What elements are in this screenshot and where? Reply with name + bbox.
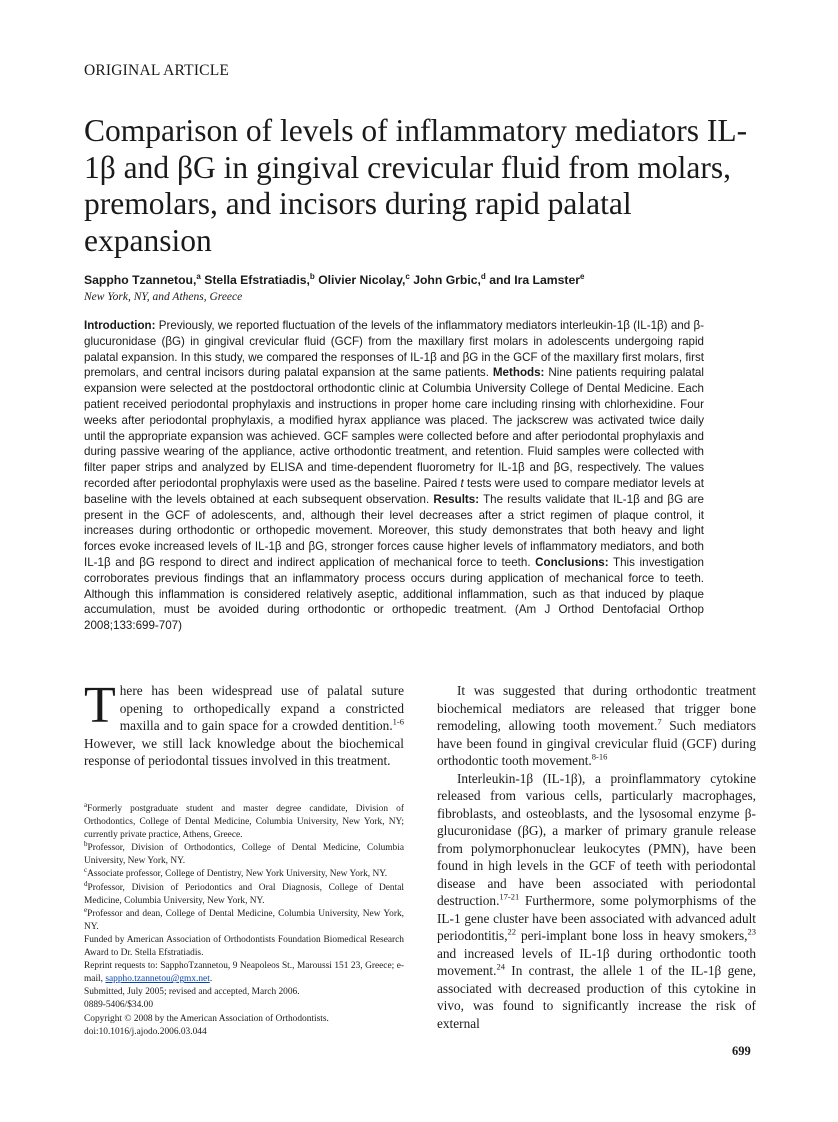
footnote-a: $^a$Formerly postgraduate student and master degree candidate, Division of Orthodontics, College of Dental Medicine, Columbia University, New York, NY; currently private practice, Athens, Greece.	[84, 800, 404, 841]
abstract-methods: Nine patients requiring palatal expansion were selected at the postdoctoral orthodontic clinic at Columbia University College of Dental Medicine. Each patient received periodontal prophylaxis and instructions in proper home care including rinsing with chlorhexidine. Four weeks after periodontal prophylaxis, a modified hyrax appliance was placed. The jackscrew was activated twice daily until the appropriate expansion was achieved. GCF samples were collected before and after periodontal prophylaxis and during passive wearing of the appliance, active orthodontic treatment, and retention. Fluid samples were collected with filter paper strips and analyzed by ELISA and time-dependent fluorometry for IL-1β and βG, respectively. The values recorded after periodontal prophylaxis were used as the baseline. Paired	[84, 366, 704, 490]
copyright: Copyright © 2008 by the American Association of Orthodontists.	[84, 1013, 329, 1024]
funding-note: Funded by American Association of Orthodontists Foundation Biomedical Research Award to Dr. Stella Efstratiadis.	[84, 934, 404, 959]
body-paragraph: Interleukin-1β (IL-1β), a proinflammatory cytokine released from various cells, particularly macrophages, fibroblasts, and osteoblasts, and the lysosomal enzyme β-glucuronidase (βG), a marker of primary granule release from polymorphonuclear leukocytes (PMN), have been found in high levels in the GCF of teeth with periodontal disease and have been associated with periodontal destruction.$^{17-21}$ Furthermore, some polymorphisms of the IL-1 gene cluster have been associated with advanced adult periodontitis,$^{22}$ peri-implant bone loss in heavy smokers,$^{23}$ and increased levels of IL-1β during orthodontic tooth movement.$^{24}$ In contrast, the allele 1 of the IL-1β gene, associated with decreased production of this cytokine in vivo, was found to significantly increase the risk of external	[437, 770, 757, 1031]
footnote-b: $^b$Professor, Division of Orthodontics, College of Dental Medicine, Columbia University, New York, NY.	[84, 840, 404, 867]
drop-cap: T	[84, 677, 116, 734]
author-name: Sappho Tzannetou,	[84, 273, 197, 288]
abstract-introduction: Previously, we reported fluctuation of the levels of the inflammatory mediators interleukin-1β (IL-1β) and β-glucuronidase (βG) in gingival crevicular fluid (GCF) from the maxillary first molars in adolescents undergoing rapid palatal expansion. In this study, we compared the responses of IL-1β and βG in the GCF of the maxillary first molars, first premolars, and central incisors during palatal expansion at the same patients.	[84, 319, 704, 380]
email-link[interactable]: sappho.tzannetou@gmx.net	[105, 974, 210, 985]
footnote-e: $^e$Professor and dean, College of Dental Medicine, Columbia University, New York, NY.	[84, 905, 404, 932]
citation: 24	[496, 961, 505, 972]
abstract-label-conclusions: Conclusions:	[535, 555, 609, 569]
author-name: and Ira Lamster	[489, 273, 580, 288]
author-affiliation-mark: c	[405, 272, 410, 281]
author-affiliation-mark: e	[579, 272, 585, 281]
footnotes	[84, 800, 404, 1039]
body-column-right	[437, 682, 756, 1032]
body-paragraph-continued: However, we still lack knowledge about the biochemical response of periodontal tissues involved in this treatment.	[84, 735, 404, 768]
abstract-methods-continued: tests were used to compare mediator levels at baseline with the levels obtained at each subsequent observation.	[84, 476, 704, 506]
citation: 8-16	[591, 751, 608, 762]
citation: 22	[507, 926, 517, 937]
body-paragraph: here has been widespread use of palatal suture opening to orthopedically expand a constricted maxilla and to gain space for a crowded dentition.	[119, 683, 404, 733]
author-location: New York, NY, and Athens, Greece	[84, 291, 243, 303]
doi: doi:10.1016/j.ajodo.2006.03.044	[84, 1026, 207, 1037]
abstract-methods-t: t	[460, 476, 464, 490]
citation: 1-6	[392, 716, 404, 727]
issn: 0889-5406/$34.00	[84, 1000, 154, 1011]
abstract-label-introduction: Introduction:	[84, 319, 156, 332]
page-number: 699	[732, 1044, 751, 1058]
body-column-left	[84, 677, 404, 770]
abstract-results: The results validate that IL-1β and βG are present in the GCF of adolescents, and, although their level decreases after a strict regimen of plaque control, it increases during orthodontic or orthopedic movement. Moreover, this study demonstrates that both heavy and light forces evoke increased levels of IL-1β and βG, stronger forces cause higher levels of inflammatory mediators, and both IL-1β and βG respond to direct and indirect application of mechanical force to teeth.	[84, 492, 704, 569]
body-paragraph: It was suggested that during orthodontic treatment biochemical mediators are released that trigger bone remodeling, allowing tooth movement.$^7$ Such mediators have been found in gingival crevicular fluid (GCF) during orthodontic tooth movement.$^{8-16}$	[437, 683, 756, 768]
reprint-note: Reprint requests to: SapphoTzannetou, 9 Neapoleos St., Maroussi 151 23, Greece; e-mail, sappho.tzannetou@gmx.net.	[84, 961, 404, 985]
author-name: Olivier Nicolay,	[318, 273, 406, 288]
author-name: Stella Efstratiadis,	[204, 273, 310, 288]
submission-dates: Submitted, July 2005; revised and accepted, March 2006.	[84, 987, 300, 998]
author-name: John Grbic,	[413, 273, 481, 288]
author-affiliation-mark: a	[196, 272, 201, 281]
abstract-conclusions: This investigation corroborates previous findings that an inflammatory process occurs during application of mechanical force to teeth. Although this inflammation is considered relatively aseptic, additional inflammation, such as that induced by plaque accumulation, must be avoided during orthodontic or orthopedic treatment. (Am J Orthod Dentofacial Orthop 2008;133:699-707)	[84, 555, 705, 633]
citation: 23	[747, 926, 757, 937]
abstract	[84, 318, 704, 634]
footnote-c: $^c$Associate professor, College of Dentistry, New York University, New York, NY.	[84, 866, 388, 880]
footnote-d: $^d$Professor, Division of Periodontics and Oral Diagnosis, College of Dental Medicine, Columbia University, New York, NY.	[84, 879, 404, 906]
citation: 17-21	[499, 891, 520, 902]
article-title: Comparison of levels of inflammatory mediators IL-1β and βG in gingival crevicular fluid from molars, premolars, and incisors during rapid palatal expansion	[84, 113, 748, 258]
author-affiliation-mark: b	[309, 272, 315, 281]
abstract-label-results: Results:	[433, 492, 480, 506]
author-affiliation-mark: d	[480, 272, 486, 281]
author-list	[84, 272, 584, 287]
section-label: ORIGINAL ARTICLE	[84, 62, 230, 79]
abstract-label-methods: Methods:	[492, 366, 545, 380]
citation: 7	[657, 716, 662, 727]
